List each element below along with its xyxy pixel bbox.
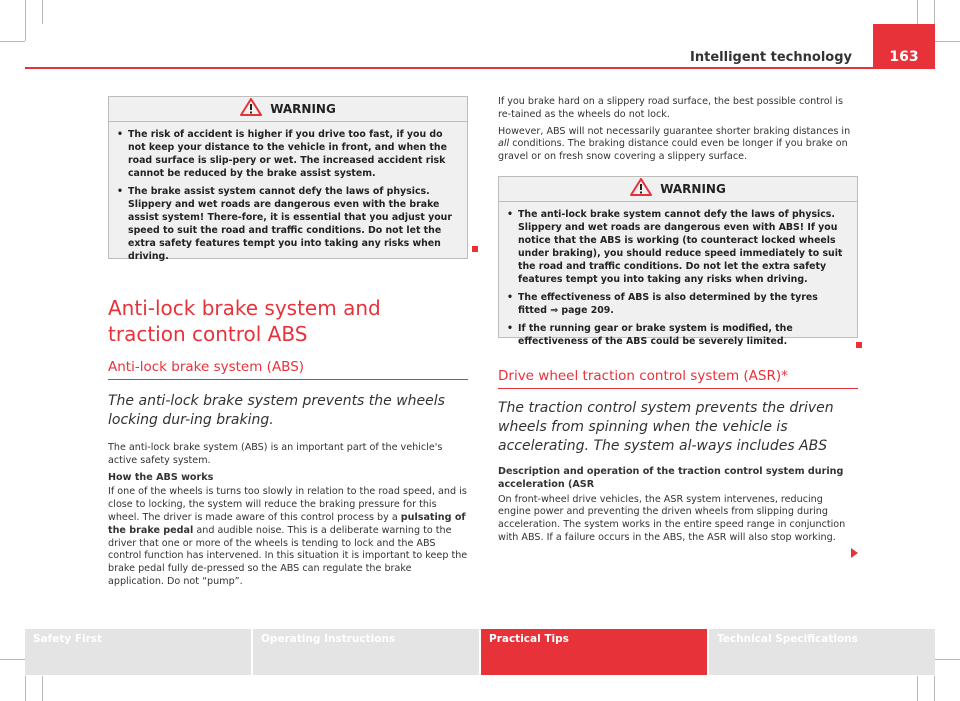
paragraph: However, ABS will not necessarily guarantee shorter braking distances in all conditions. The braking distance could even be longer if you brake on gravel or on fresh snow covering a slippery surface. [498,125,851,163]
section-end-icon [856,342,862,348]
warning-triangle-icon [240,98,262,120]
footer-tab-practical-tips[interactable]: Practical Tips [481,629,707,675]
warning-header [109,97,467,122]
crop-mark [934,676,935,701]
warning-title: WARNING [270,102,336,116]
how-abs-heading: How the ABS works [108,471,214,483]
asr-paragraph: On front-wheel drive vehicles, the ASR system intervenes, reducing engine power and preventing the driven wheels from slipping during acceleration. The system works in the entire speed range in conjunction with ABS. If a failure occurs in the ABS, the ASR will also stop working. [498,493,846,543]
crop-mark [935,659,960,660]
crop-mark [917,676,918,701]
warning-item: • If the running gear or brake system is modified, the effectiveness of the ABS could be severely limited. [507,322,793,347]
intro-paragraph: The anti-lock brake system (ABS) is an important part of the vehicle's active safety system. [108,442,443,466]
footer-tab-safety-first[interactable]: Safety First [25,629,251,675]
crop-mark [25,0,26,41]
crop-mark [917,0,918,24]
warning-box [108,96,468,262]
warning-item: • The brake assist system cannot defy the laws of physics. Slippery and wet roads are dangerous even with the brake assist system! There-fore, it is essential that you adjust your speed to suit the road and traffic conditions. Do not let the extra safety features tempt you into taking any risks when driving. [117,186,452,262]
crop-mark [42,0,43,24]
section-title: Anti-lock brake system and traction control ABS [108,296,381,346]
crop-mark [0,659,25,660]
section-end-icon [472,246,478,252]
warning-header [499,177,857,202]
warning-item: • The anti-lock brake system cannot defy the laws of physics. Slippery and wet roads are dangerous even with ABS! If you notice that the ABS is working (to counteract locked wheels under braking), you should reduce speed immediately to suit the road and traffic conditions. Do not let the extra safety features tempt you into taking any risks when driving. [507,208,843,285]
lead-paragraph: The anti-lock brake system prevents the wheels locking dur-ing braking. [108,393,445,428]
subsection-title: Drive wheel traction control system (ASR)* [498,368,858,389]
crop-mark [42,676,43,701]
right-column [498,96,858,549]
lead-paragraph: The traction control system prevents the driven wheels from spinning when the vehicle is accelerating. The system al-ways includes ABS [498,399,834,454]
warning-item: • The effectiveness of ABS is also determined by the tyres fitted ⇒ page 209. [507,291,818,316]
how-abs-paragraph: If one of the wheels is turns too slowly in relation to the road speed, and is close to locking, the system will reduce the braking pressure for this wheel. The driver is made aware of this control process by a pulsating of the brake pedal and audible noise. This is a deliberate warning to the driver that one or more of the wheels is tending to lock and the ABS control function has intervened. In this situation it is important to keep the brake pedal fully de-pressed so the ABS can regulate the brake application. Do not “pump”. [108,486,468,587]
footer-tab-technical-specifications[interactable]: Technical Specifications [709,629,935,675]
continue-arrow-icon [851,548,858,558]
footer-nav [25,629,935,675]
page-number: 163 [873,24,935,68]
header-rule [25,67,935,69]
paragraph: If you brake hard on a slippery road surface, the best possible control is re-tained as the wheels do not lock. [498,96,843,120]
footer-tab-operating-instructions[interactable]: Operating Instructions [253,629,479,675]
left-column [108,96,468,593]
crop-mark [935,41,960,42]
asr-heading: Description and operation of the traction control system during acceleration (ASR [498,465,844,490]
warning-item: • The risk of accident is higher if you drive too fast, if you do not keep your distance to the vehicle in front, and when the road surface is slip-pery or wet. The increased accident risk cannot be reduced by the brake assist system. [117,129,447,179]
subsection-title: Anti-lock brake system (ABS) [108,359,468,380]
crop-mark [0,41,25,42]
crop-mark [25,676,26,701]
warning-triangle-icon [630,178,652,200]
warning-title: WARNING [660,181,726,196]
warning-box [498,176,858,347]
running-header-title: Intelligent technology [690,50,852,65]
